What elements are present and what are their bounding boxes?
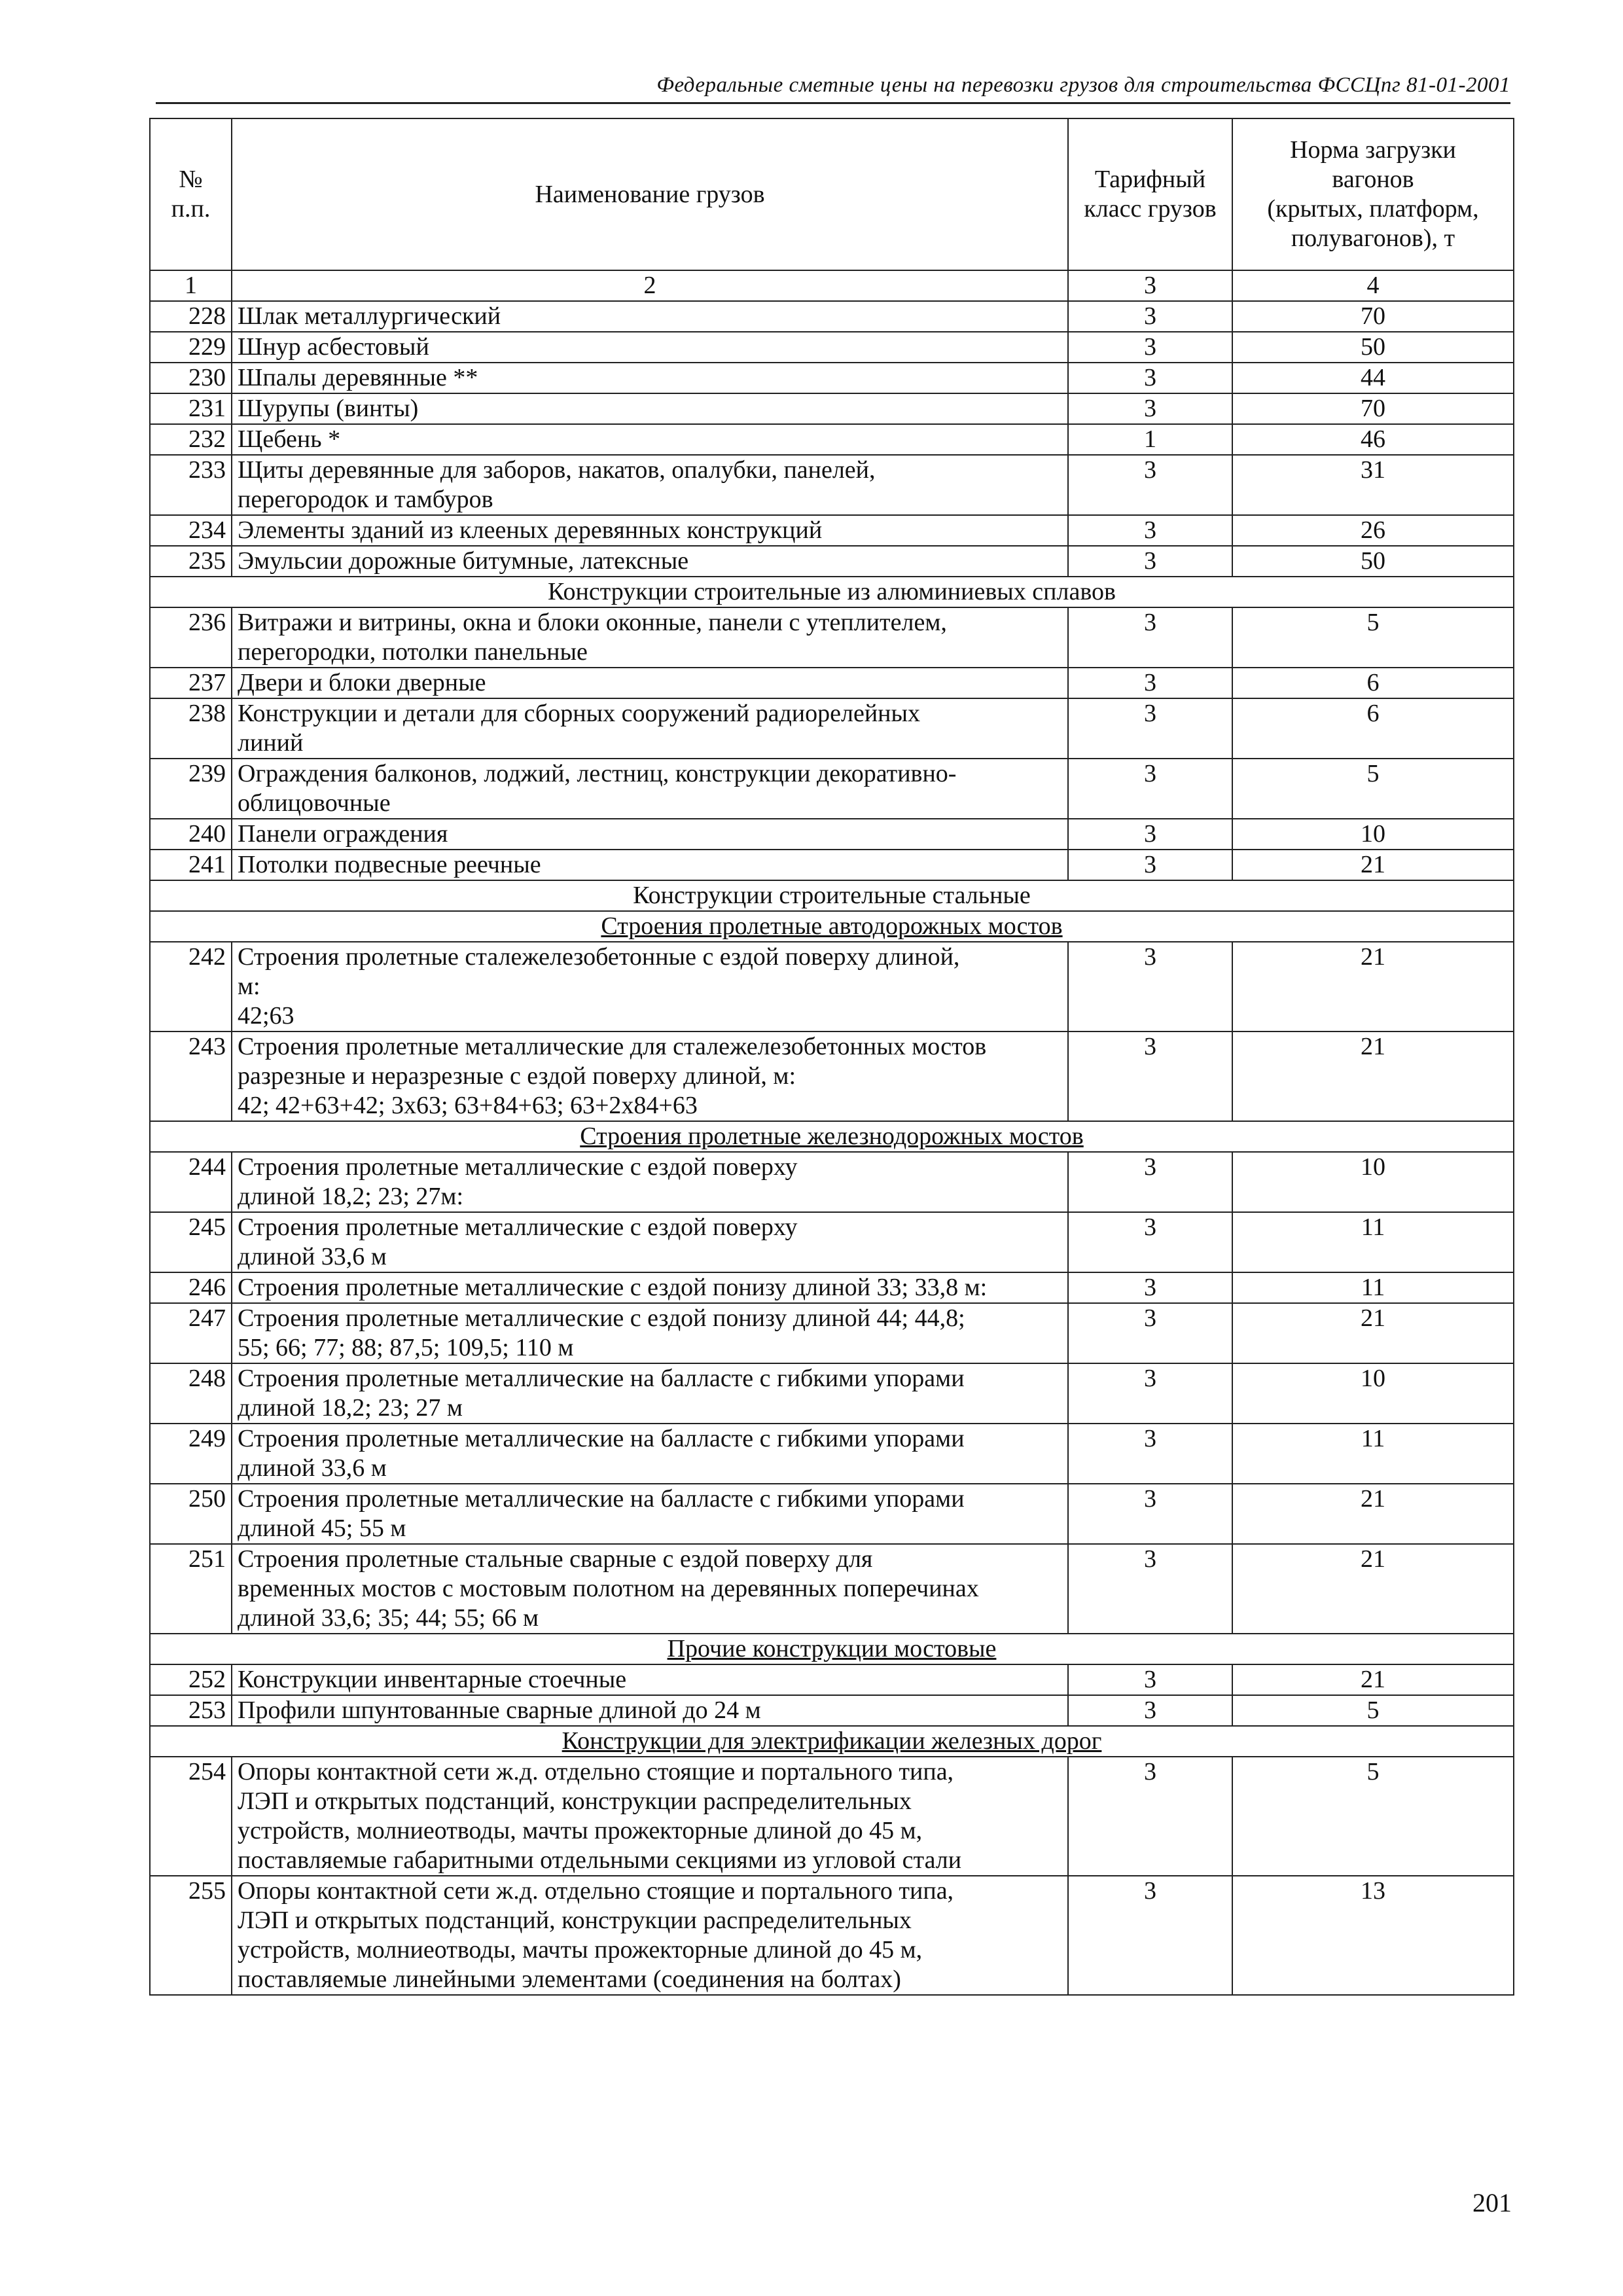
table-row bbox=[150, 393, 1514, 424]
cell-norm: 21 bbox=[1232, 1303, 1514, 1363]
table-row bbox=[150, 1272, 1514, 1303]
cell-class: 3 bbox=[1068, 1484, 1232, 1544]
cell-name: Строения пролетные металлические с ездой поверху длиной 18,2; 23; 27м: bbox=[232, 1152, 1068, 1212]
cell-norm: 13 bbox=[1232, 1876, 1514, 1995]
table-header-row bbox=[150, 118, 1514, 270]
cell-name: Шнур асбестовый bbox=[232, 332, 1068, 363]
cell-class: 3 bbox=[1068, 546, 1232, 577]
cell-norm: 21 bbox=[1232, 850, 1514, 880]
cell-name: Витражи и витрины, окна и блоки оконные, панели с утеплителем, перегородки, потолки панельные bbox=[232, 607, 1068, 668]
cell-name: Строения пролетные стальные сварные с ездой поверху для временных мостов с мостовым полотном на деревянных поперечинах длиной 33,6; 35; 44; 55; 66 м bbox=[232, 1544, 1068, 1634]
running-header: Федеральные сметные цены на перевозки грузов для строительства ФССЦпг 81-01-2001 bbox=[656, 73, 1510, 97]
section-title: Конструкции строительные стальные bbox=[150, 880, 1514, 911]
table-row bbox=[150, 759, 1514, 819]
table-row bbox=[150, 363, 1514, 393]
cell-no: 242 bbox=[150, 942, 232, 1031]
cell-name: Опоры контактной сети ж.д. отдельно стоящие и портального типа, ЛЭП и открытых подстанций, конструкции распределительных устройств, молниеотводы, мачты прожекторные длиной до 45 м, поставляемые габаритными отдельными секциями из угловой стали bbox=[232, 1757, 1068, 1876]
cell-name: Строения пролетные металлические с ездой понизу длиной 44; 44,8; 55; 66; 77; 88; 87,5; 109,5; 110 м bbox=[232, 1303, 1068, 1363]
section-row bbox=[150, 1726, 1514, 1757]
col-header-name: Наименование грузов bbox=[232, 118, 1068, 270]
cell-name: Двери и блоки дверные bbox=[232, 668, 1068, 698]
col-header-class: Тарифный класс грузов bbox=[1068, 118, 1232, 270]
col-header-no: № п.п. bbox=[150, 118, 232, 270]
table-row bbox=[150, 668, 1514, 698]
cell-class: 3 bbox=[1068, 393, 1232, 424]
cell-class: 3 bbox=[1068, 759, 1232, 819]
cell-norm: 5 bbox=[1232, 1695, 1514, 1726]
section-title: Конструкции для электрификации железных дорог bbox=[150, 1726, 1514, 1757]
cell-class: 3 bbox=[1068, 455, 1232, 515]
table-body bbox=[150, 270, 1514, 1995]
cell-class: 3 bbox=[1068, 1212, 1232, 1272]
cell-class: 3 bbox=[1068, 1031, 1232, 1121]
cell-norm: 6 bbox=[1232, 668, 1514, 698]
cell-class: 3 bbox=[1068, 1544, 1232, 1634]
cell-norm: 10 bbox=[1232, 1152, 1514, 1212]
cell-norm: 46 bbox=[1232, 424, 1514, 455]
cell-no: 232 bbox=[150, 424, 232, 455]
section-title: Прочие конструкции мостовые bbox=[150, 1634, 1514, 1664]
table-row bbox=[150, 1152, 1514, 1212]
section-row bbox=[150, 577, 1514, 607]
cell-class: 3 bbox=[1068, 819, 1232, 850]
table-row bbox=[150, 546, 1514, 577]
cell-class: 3 bbox=[1068, 942, 1232, 1031]
cell-name: Потолки подвесные реечные bbox=[232, 850, 1068, 880]
cell-norm: 5 bbox=[1232, 759, 1514, 819]
section-row bbox=[150, 880, 1514, 911]
cell-class: 3 bbox=[1068, 1152, 1232, 1212]
column-number-1: 1 bbox=[150, 270, 232, 301]
table-row bbox=[150, 850, 1514, 880]
cell-no: 229 bbox=[150, 332, 232, 363]
cell-name: Панели ограждения bbox=[232, 819, 1068, 850]
cell-norm: 21 bbox=[1232, 1484, 1514, 1544]
cell-no: 245 bbox=[150, 1212, 232, 1272]
section-title: Строения пролетные железнодорожных мостов bbox=[150, 1121, 1514, 1152]
cell-name: Эмульсии дорожные битумные, латексные bbox=[232, 546, 1068, 577]
cell-class: 3 bbox=[1068, 1757, 1232, 1876]
section-row bbox=[150, 1121, 1514, 1152]
table-row bbox=[150, 1303, 1514, 1363]
cell-no: 250 bbox=[150, 1484, 232, 1544]
cell-norm: 5 bbox=[1232, 607, 1514, 668]
table-row bbox=[150, 819, 1514, 850]
table-row bbox=[150, 1695, 1514, 1726]
cell-norm: 11 bbox=[1232, 1424, 1514, 1484]
cell-norm: 50 bbox=[1232, 332, 1514, 363]
cell-no: 228 bbox=[150, 301, 232, 332]
table-row bbox=[150, 1876, 1514, 1995]
cell-no: 254 bbox=[150, 1757, 232, 1876]
cell-name: Щиты деревянные для заборов, накатов, опалубки, панелей, перегородок и тамбуров bbox=[232, 455, 1068, 515]
cell-norm: 26 bbox=[1232, 515, 1514, 546]
cell-no: 251 bbox=[150, 1544, 232, 1634]
cell-norm: 70 bbox=[1232, 301, 1514, 332]
table-row bbox=[150, 607, 1514, 668]
cell-name: Строения пролетные металлические для сталежелезобетонных мостов разрезные и неразрезные с ездой поверху длиной, м: 42; 42+63+42; 3х63; 63+84+63; 63+2х84+63 bbox=[232, 1031, 1068, 1121]
page-number: 201 bbox=[1472, 2188, 1512, 2217]
cell-norm: 44 bbox=[1232, 363, 1514, 393]
table-row bbox=[150, 1664, 1514, 1695]
cell-name: Строения пролетные металлические с ездой понизу длиной 33; 33,8 м: bbox=[232, 1272, 1068, 1303]
cell-class: 1 bbox=[1068, 424, 1232, 455]
cell-no: 238 bbox=[150, 698, 232, 759]
cell-no: 234 bbox=[150, 515, 232, 546]
cargo-table bbox=[149, 118, 1514, 1996]
cell-norm: 11 bbox=[1232, 1212, 1514, 1272]
cell-no: 239 bbox=[150, 759, 232, 819]
cell-norm: 6 bbox=[1232, 698, 1514, 759]
cell-no: 249 bbox=[150, 1424, 232, 1484]
cell-no: 252 bbox=[150, 1664, 232, 1695]
table-row bbox=[150, 1544, 1514, 1634]
cell-class: 3 bbox=[1068, 1664, 1232, 1695]
table-row bbox=[150, 698, 1514, 759]
cell-name: Щебень * bbox=[232, 424, 1068, 455]
cell-no: 241 bbox=[150, 850, 232, 880]
column-number-row bbox=[150, 270, 1514, 301]
table-row bbox=[150, 424, 1514, 455]
table-row bbox=[150, 515, 1514, 546]
table-row bbox=[150, 1363, 1514, 1424]
cell-no: 247 bbox=[150, 1303, 232, 1363]
cell-name: Конструкции инвентарные стоечные bbox=[232, 1664, 1068, 1695]
cell-norm: 31 bbox=[1232, 455, 1514, 515]
cell-norm: 11 bbox=[1232, 1272, 1514, 1303]
cell-norm: 21 bbox=[1232, 1664, 1514, 1695]
table-row bbox=[150, 1757, 1514, 1876]
table-row bbox=[150, 1031, 1514, 1121]
cell-no: 237 bbox=[150, 668, 232, 698]
cell-no: 255 bbox=[150, 1876, 232, 1995]
cell-class: 3 bbox=[1068, 698, 1232, 759]
cell-no: 253 bbox=[150, 1695, 232, 1726]
cell-class: 3 bbox=[1068, 668, 1232, 698]
cell-name: Шлак металлургический bbox=[232, 301, 1068, 332]
cell-class: 3 bbox=[1068, 301, 1232, 332]
cell-class: 3 bbox=[1068, 1272, 1232, 1303]
cell-no: 236 bbox=[150, 607, 232, 668]
cell-class: 3 bbox=[1068, 1363, 1232, 1424]
cell-class: 3 bbox=[1068, 607, 1232, 668]
cell-name: Строения пролетные металлические с ездой поверху длиной 33,6 м bbox=[232, 1212, 1068, 1272]
cell-class: 3 bbox=[1068, 332, 1232, 363]
cell-norm: 21 bbox=[1232, 942, 1514, 1031]
cell-no: 235 bbox=[150, 546, 232, 577]
cell-norm: 10 bbox=[1232, 819, 1514, 850]
cell-class: 3 bbox=[1068, 1695, 1232, 1726]
cell-class: 3 bbox=[1068, 515, 1232, 546]
table-row bbox=[150, 455, 1514, 515]
column-number-3: 3 bbox=[1068, 270, 1232, 301]
cell-no: 233 bbox=[150, 455, 232, 515]
section-title: Конструкции строительные из алюминиевых сплавов bbox=[150, 577, 1514, 607]
section-row bbox=[150, 911, 1514, 942]
table-row bbox=[150, 1484, 1514, 1544]
section-title: Строения пролетные автодорожных мостов bbox=[150, 911, 1514, 942]
cell-norm: 21 bbox=[1232, 1544, 1514, 1634]
table-row bbox=[150, 301, 1514, 332]
cell-name: Строения пролетные металлические на балласте с гибкими упорами длиной 45; 55 м bbox=[232, 1484, 1068, 1544]
table-row bbox=[150, 1424, 1514, 1484]
cell-name: Элементы зданий из клееных деревянных конструкций bbox=[232, 515, 1068, 546]
section-row bbox=[150, 1634, 1514, 1664]
cell-norm: 21 bbox=[1232, 1031, 1514, 1121]
cell-name: Профили шпунтованные сварные длиной до 24 м bbox=[232, 1695, 1068, 1726]
cell-norm: 5 bbox=[1232, 1757, 1514, 1876]
cell-class: 3 bbox=[1068, 1303, 1232, 1363]
column-number-4: 4 bbox=[1232, 270, 1514, 301]
cell-name: Строения пролетные металлические на балласте с гибкими упорами длиной 18,2; 23; 27 м bbox=[232, 1363, 1068, 1424]
cell-class: 3 bbox=[1068, 363, 1232, 393]
cell-no: 231 bbox=[150, 393, 232, 424]
cell-no: 243 bbox=[150, 1031, 232, 1121]
cell-norm: 50 bbox=[1232, 546, 1514, 577]
col-header-norm: Норма загрузки вагонов (крытых, платформ, полувагонов), т bbox=[1232, 118, 1514, 270]
cell-norm: 10 bbox=[1232, 1363, 1514, 1424]
header-rule bbox=[156, 102, 1510, 104]
cell-name: Строения пролетные металлические на балласте с гибкими упорами длиной 33,6 м bbox=[232, 1424, 1068, 1484]
cell-no: 246 bbox=[150, 1272, 232, 1303]
cell-class: 3 bbox=[1068, 1424, 1232, 1484]
cell-name: Шурупы (винты) bbox=[232, 393, 1068, 424]
cell-norm: 70 bbox=[1232, 393, 1514, 424]
cell-name: Строения пролетные сталежелезобетонные с ездой поверху длиной, м: 42;63 bbox=[232, 942, 1068, 1031]
cell-class: 3 bbox=[1068, 850, 1232, 880]
table-row bbox=[150, 942, 1514, 1031]
cell-name: Опоры контактной сети ж.д. отдельно стоящие и портального типа, ЛЭП и открытых подстанций, конструкции распределительных устройств, молниеотводы, мачты прожекторные длиной до 45 м, поставляемые линейными элементами (соединения на болтах) bbox=[232, 1876, 1068, 1995]
cell-name: Шпалы деревянные ** bbox=[232, 363, 1068, 393]
cell-no: 248 bbox=[150, 1363, 232, 1424]
table-row bbox=[150, 1212, 1514, 1272]
cell-no: 244 bbox=[150, 1152, 232, 1212]
cell-class: 3 bbox=[1068, 1876, 1232, 1995]
column-number-2: 2 bbox=[232, 270, 1068, 301]
cell-no: 230 bbox=[150, 363, 232, 393]
cell-name: Ограждения балконов, лоджий, лестниц, конструкции декоративно- облицовочные bbox=[232, 759, 1068, 819]
cell-name: Конструкции и детали для сборных сооружений радиорелейных линий bbox=[232, 698, 1068, 759]
cell-no: 240 bbox=[150, 819, 232, 850]
table-row bbox=[150, 332, 1514, 363]
